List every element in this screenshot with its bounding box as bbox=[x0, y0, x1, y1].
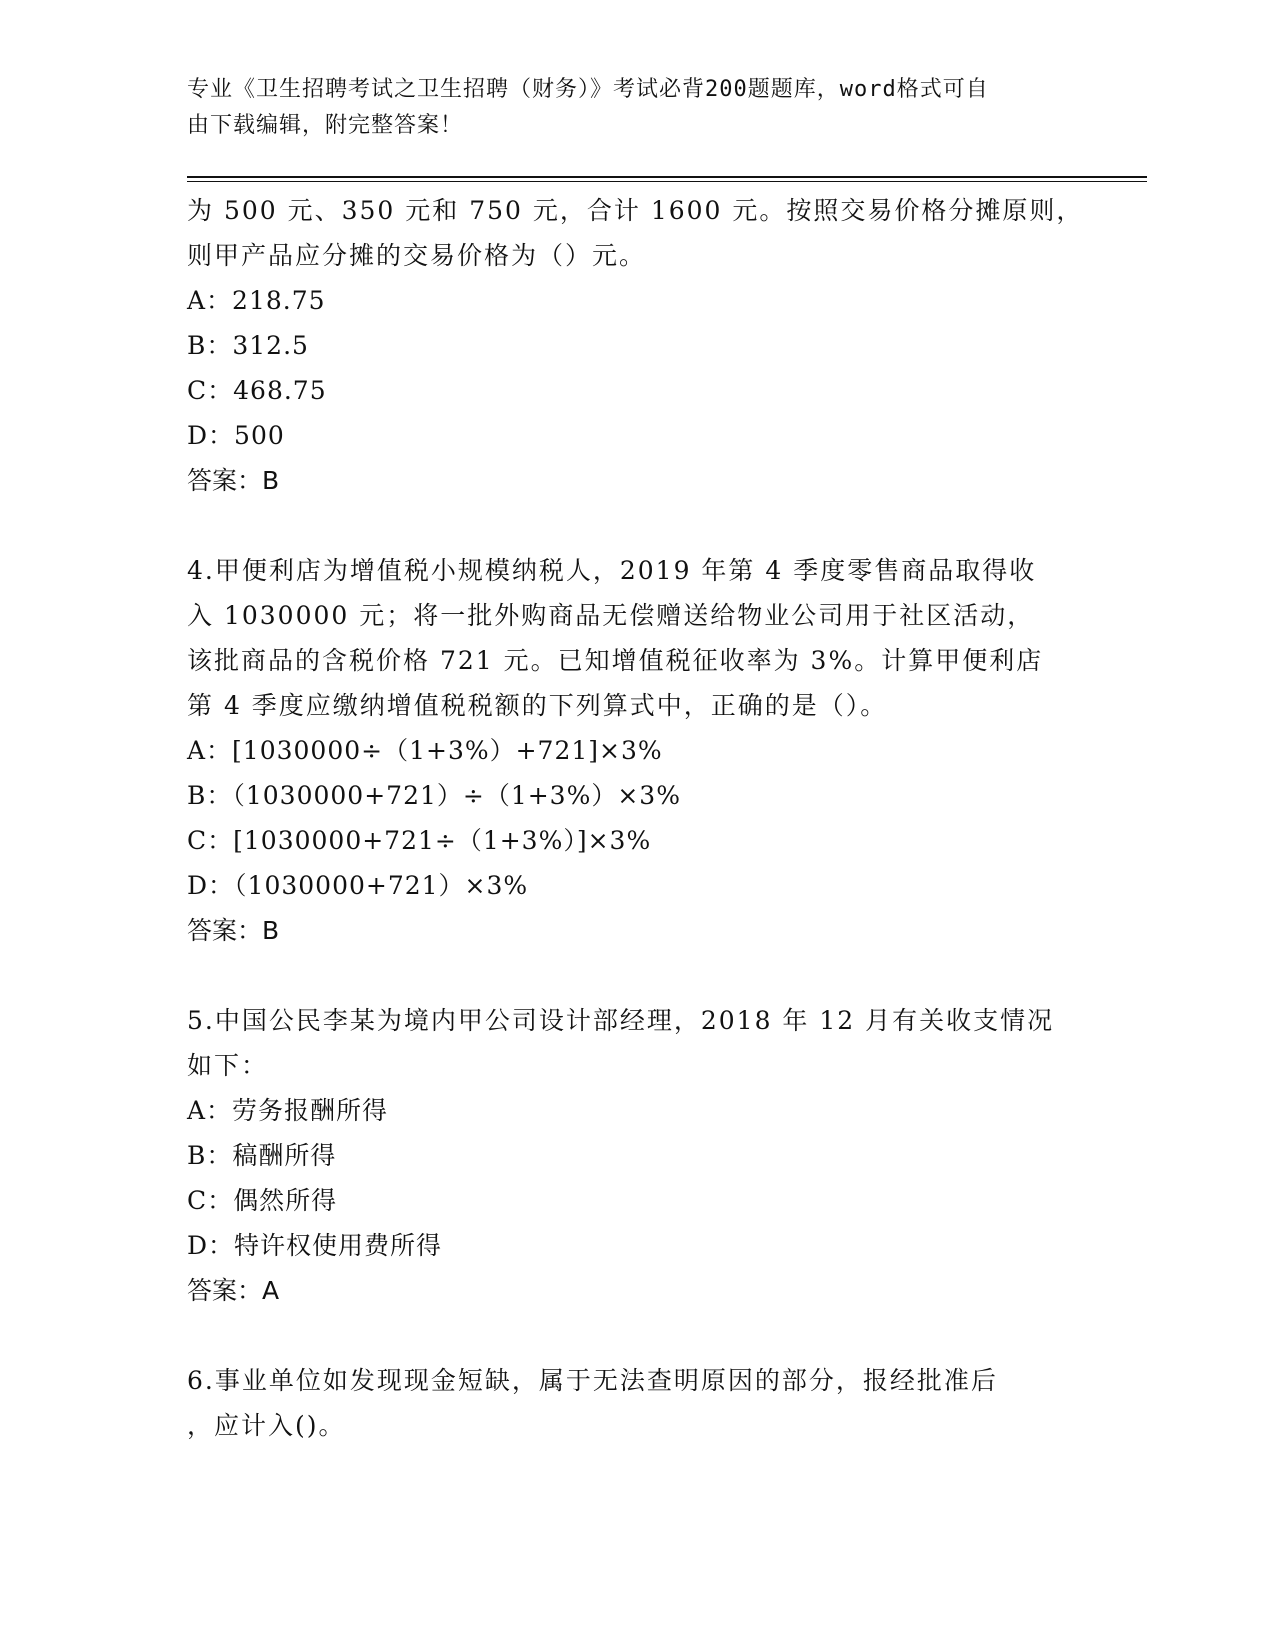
question-text-line: 则甲产品应分摊的交易价格为（）元。 bbox=[187, 241, 647, 270]
document-body bbox=[187, 188, 1087, 1448]
question-text-line: 为 500 元、350 元和 750 元，合计 1600 元。按照交易价格分摊原则， bbox=[187, 196, 1084, 225]
answer-line: 答案：A bbox=[187, 1276, 280, 1305]
question-text-line: 4.甲便利店为增值税小规模纳税人，2019 年第 4 季度零售商品取得收 bbox=[187, 556, 1037, 585]
option-a: A：[1030000÷（1+3%）+721]×3% bbox=[187, 736, 663, 765]
question-text-line: 第 4 季度应缴纳增值税税额的下列算式中，正确的是（）。 bbox=[187, 691, 888, 720]
question-text-line: 6.事业单位如发现现金短缺，属于无法查明原因的部分，报经批准后 bbox=[187, 1366, 998, 1395]
header-line-1: 专业《卫生招聘考试之卫生招聘（财务）》考试必背200题题库，word格式可自 bbox=[187, 77, 989, 102]
spacer bbox=[187, 953, 1087, 998]
question-text-line: 入 1030000 元；将一批外购商品无偿赠送给物业公司用于社区活动， bbox=[187, 601, 1035, 630]
option-c: C：偶然所得 bbox=[187, 1186, 338, 1215]
question-6 bbox=[187, 1358, 1087, 1448]
header-rule-thin bbox=[187, 181, 1147, 182]
option-d: D：特许权使用费所得 bbox=[187, 1231, 443, 1260]
option-b: B：（1030000+721）÷（1+3%）×3% bbox=[187, 781, 681, 810]
option-c: C：468.75 bbox=[187, 376, 327, 405]
option-b: B：稿酬所得 bbox=[187, 1141, 337, 1170]
question-text-line: 该批商品的含税价格 721 元。已知增值税征收率为 3%。计算甲便利店 bbox=[187, 646, 1044, 675]
question-3-fragment bbox=[187, 188, 1087, 503]
document-header bbox=[187, 72, 1067, 144]
header-line-2: 由下载编辑，附完整答案！ bbox=[187, 113, 464, 138]
option-d: D：（1030000+721）×3% bbox=[187, 871, 529, 900]
answer-line: 答案：B bbox=[187, 916, 280, 945]
option-a: A：劳务报酬所得 bbox=[187, 1096, 389, 1125]
question-text-line: 如下： bbox=[187, 1051, 269, 1080]
header-rule-thick bbox=[187, 176, 1147, 178]
option-b: B：312.5 bbox=[187, 331, 309, 360]
spacer bbox=[187, 503, 1087, 548]
spacer bbox=[187, 1313, 1087, 1358]
question-4 bbox=[187, 548, 1087, 953]
question-5 bbox=[187, 998, 1087, 1313]
answer-line: 答案：B bbox=[187, 466, 280, 495]
question-text-line: ，应计入()。 bbox=[187, 1411, 346, 1440]
question-text-line: 5.中国公民李某为境内甲公司设计部经理，2018 年 12 月有关收支情况 bbox=[187, 1006, 1055, 1035]
option-c: C：[1030000+721÷（1+3%）]×3% bbox=[187, 826, 652, 855]
option-d: D：500 bbox=[187, 421, 285, 450]
option-a: A：218.75 bbox=[187, 286, 326, 315]
